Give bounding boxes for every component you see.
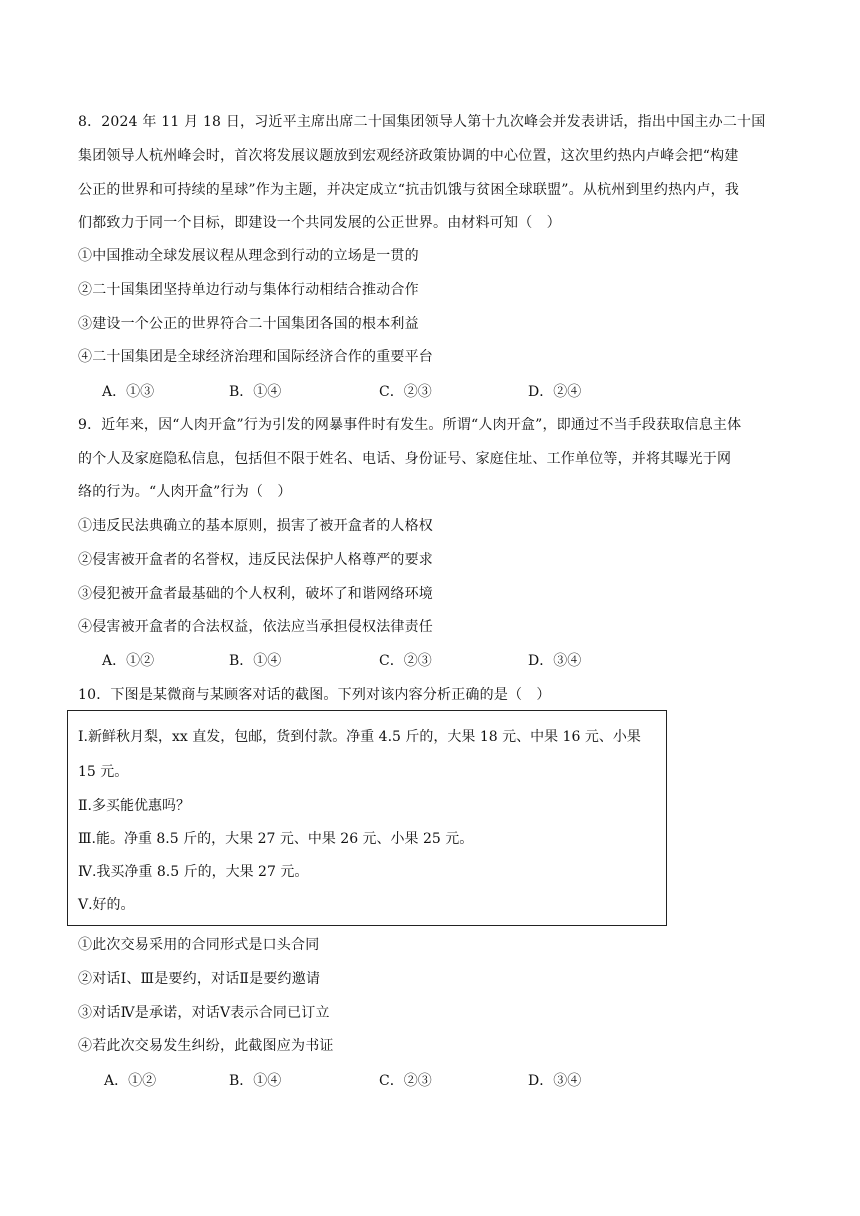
q9-option-a: A．①② bbox=[102, 653, 155, 669]
q8-option-d: D．②④ bbox=[528, 384, 582, 400]
q10-option-c: C．②③ bbox=[379, 1073, 432, 1089]
q8-statement-4: ④二十国集团是全球经济治理和国际经济合作的重要平台 bbox=[78, 349, 433, 365]
q9-option-d: D．③④ bbox=[528, 653, 582, 669]
q8-option-c: C．②③ bbox=[379, 384, 432, 400]
q10-statement-2: ②对话Ⅰ、Ⅲ是要约，对话Ⅱ是要约邀请 bbox=[78, 971, 321, 987]
q9-stem-line-2: 的个人及家庭隐私信息，包括但不限于姓名、电话、身份证号、家庭住址、工作单位等，并将其曝光于网 bbox=[78, 451, 732, 467]
q8-stem-line-3: 公正的世界和可持续的星球”作为主题，并决定成立“抗击饥饿与贫困全球联盟”。从杭州到里约热内卢，我 bbox=[78, 182, 740, 198]
q10-option-a: A．①② bbox=[104, 1073, 157, 1089]
dialog-line-1: Ⅰ.新鲜秋月梨，xx 直发，包邮，货到付款。净重 4.5 斤的，大果 18 元、中果 16 元、小果 bbox=[78, 729, 641, 745]
q10-dialog-box bbox=[67, 710, 667, 926]
q10-statement-1: ①此次交易采用的合同形式是口头合同 bbox=[78, 937, 320, 953]
q9-option-b: B．①④ bbox=[229, 653, 282, 669]
q8-stem-line-2: 集团领导人杭州峰会时，首次将发展议题放到宏观经济政策协调的中心位置，这次里约热内卢峰会把“构建 bbox=[78, 148, 739, 164]
q10-option-d: D．③④ bbox=[528, 1073, 582, 1089]
q9-statement-2: ②侵害被开盒者的名誉权，违反民法保护人格尊严的要求 bbox=[78, 552, 433, 568]
q8-stem-line-1: 8．2024 年 11 月 18 日，习近平主席出席二十国集团领导人第十九次峰会并发表讲话，指出中国主办二十国 bbox=[78, 114, 766, 130]
q8-statement-1: ①中国推动全球发展议程从理念到行动的立场是一贯的 bbox=[78, 248, 419, 264]
q10-statement-4: ④若此次交易发生纠纷，此截图应为书证 bbox=[78, 1038, 334, 1054]
q8-option-a: A．①③ bbox=[102, 384, 155, 400]
dialog-line-6: Ⅴ.好的。 bbox=[78, 897, 135, 913]
q8-option-b: B．①④ bbox=[229, 384, 282, 400]
dialog-line-2: 15 元。 bbox=[78, 764, 129, 780]
q10-stem-line-1: 10．下图是某微商与某顾客对话的截图。下列对该内容分析正确的是（ ） bbox=[78, 687, 551, 703]
q8-statement-3: ③建设一个公正的世界符合二十国集团各国的根本利益 bbox=[78, 316, 419, 332]
dialog-line-5: Ⅳ.我买净重 8.5 斤的，大果 27 元。 bbox=[78, 864, 309, 880]
q8-statement-2: ②二十国集团坚持单边行动与集体行动相结合推动合作 bbox=[78, 282, 419, 298]
q9-stem-line-1: 9．近年来，因“人肉开盒”行为引发的网暴事件时有发生。所谓“人肉开盒”，即通过不当手段获取信息主体 bbox=[78, 417, 742, 433]
q10-statement-3: ③对话Ⅳ是承诺，对话Ⅴ表示合同已订立 bbox=[78, 1005, 330, 1021]
q8-stem-line-4: 们都致力于同一个目标，即建设一个共同发展的公正世界。由材料可知（ ） bbox=[78, 215, 561, 231]
q9-statement-3: ③侵犯被开盒者最基础的个人权利，破坏了和谐网络环境 bbox=[78, 586, 433, 602]
q9-stem-line-3: 络的行为。“人肉开盒”行为（ ） bbox=[78, 484, 292, 500]
q9-statement-1: ①违反民法典确立的基本原则，损害了被开盒者的人格权 bbox=[78, 518, 433, 534]
q9-statement-4: ④侵害被开盒者的合法权益，依法应当承担侵权法律责任 bbox=[78, 619, 433, 635]
dialog-line-3: Ⅱ.多买能优惠吗？ bbox=[78, 798, 190, 814]
q9-option-c: C．②③ bbox=[379, 653, 432, 669]
dialog-line-4: Ⅲ.能。净重 8.5 斤的，大果 27 元、中果 26 元、小果 25 元。 bbox=[78, 831, 474, 847]
q10-option-b: B．①④ bbox=[229, 1073, 282, 1089]
